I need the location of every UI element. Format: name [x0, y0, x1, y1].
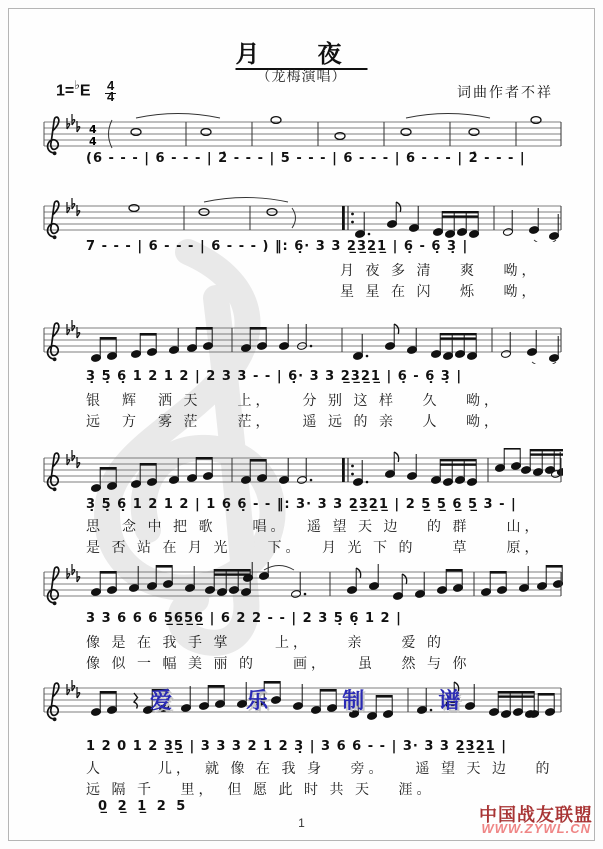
lyrics-line: 银 辉 洒 天 上， 分 别 这 样 久 呦， [86, 394, 502, 409]
lyrics-line: 人 儿， 就 像 在 我 身 旁。 遥 望 天 边 的 [86, 762, 554, 777]
time-signature [105, 78, 116, 105]
flat-sign-icon: ♭ [74, 78, 80, 92]
page-number: 1 [298, 816, 305, 830]
lyrics-line: 远 方 雾 茫 茫， 遥 远 的 亲 人 呦， [86, 415, 502, 430]
jianpu-line-4: 3̣ 5̣ 6̣ 1 2 1 2 | 1 6̣ 6̣ - - ‖: 3· 3 3 2̲3̲2̲1̲ | 2 5̲ 5̲ 6̲ 5̲ 3 - | [86, 497, 517, 512]
site-watermark-name: 中国战友联盟 [479, 805, 593, 825]
page-title: 月 夜 [235, 42, 368, 68]
time-bottom: 4 [107, 89, 115, 105]
lyrics-line: 像 是 在 我 手 掌 上， 亲 爱 的 [86, 636, 445, 651]
jianpu-line-5: 3 3 6 6 6 5̲6̲5̲6̲ | 6 2 2 - - | 2 3 5̣ 6̣ 1 2 | [86, 611, 402, 626]
site-watermark-url: WWW.ZYWL.CN [481, 821, 591, 836]
lyrics-line: 思 念 中 把 歌 唱。 遥 望 天 边 的 群 山， [86, 520, 543, 535]
key-letter: E [79, 82, 91, 100]
svg-text:4: 4 [89, 123, 97, 136]
lyrics-line: 月 夜 多 清 爽 呦， [340, 264, 540, 279]
jianpu-line-1: (6 - - - | 6 - - - | 2̇ - - - | 5 - - - | 6 - - - | 6 - - - | 2̇ - - - | [86, 151, 526, 166]
lyrics-line: 像 似 一 幅 美 丽 的 画， 虽 然 与 你 [86, 657, 471, 672]
lyrics-line: 是 否 站 在 月 光 下。 月 光 下 的 草 原， [86, 541, 543, 556]
key-prefix: 1= [56, 82, 75, 100]
lyrics-line: 星 星 在 闪 烁 呦， [340, 285, 540, 300]
jianpu-pickup-line: 0̲ 2̲ 1̲ 2 5 [98, 799, 189, 814]
composer-credit: 词曲作者不祥 [457, 86, 553, 101]
svg-text:4: 4 [89, 135, 97, 148]
jianpu-line-2: 7 - - - | 6 - - - | 6 - - - ) ‖: 6̣· 3 3 2̲3̲2̲1̲ | 6̣ - 6̣ 3̣ | [86, 239, 469, 254]
key-signature [56, 78, 116, 105]
staff-system-4 [42, 448, 563, 494]
notation-software-watermark: 爱 乐 制 谱 [150, 688, 495, 713]
lyrics-line: 远 隔 千 里， 但 愿 此 时 共 天 涯。 [86, 783, 435, 798]
staff-system-2 [42, 196, 563, 242]
page-subtitle: （龙梅演唱） [256, 70, 347, 85]
staff-system-3 [42, 318, 563, 364]
jianpu-line-3: 3̣ 5̣ 6̣ 1 2 1 2 | 2 3 3 - - | 6̣· 3 3 2̲3̲2̲1̲ | 6̣ - 6̣ 3̣ | [86, 369, 463, 384]
time-top: 4 [107, 78, 115, 94]
staff-system-5 [42, 562, 563, 608]
jianpu-line-6: 1 2 0 1 2 3̲5̲ | 3 3 3 2 1 2 3̣ | 3 6 6 - - | 3· 3 3 2̲3̲2̲1̲ | [86, 739, 507, 754]
